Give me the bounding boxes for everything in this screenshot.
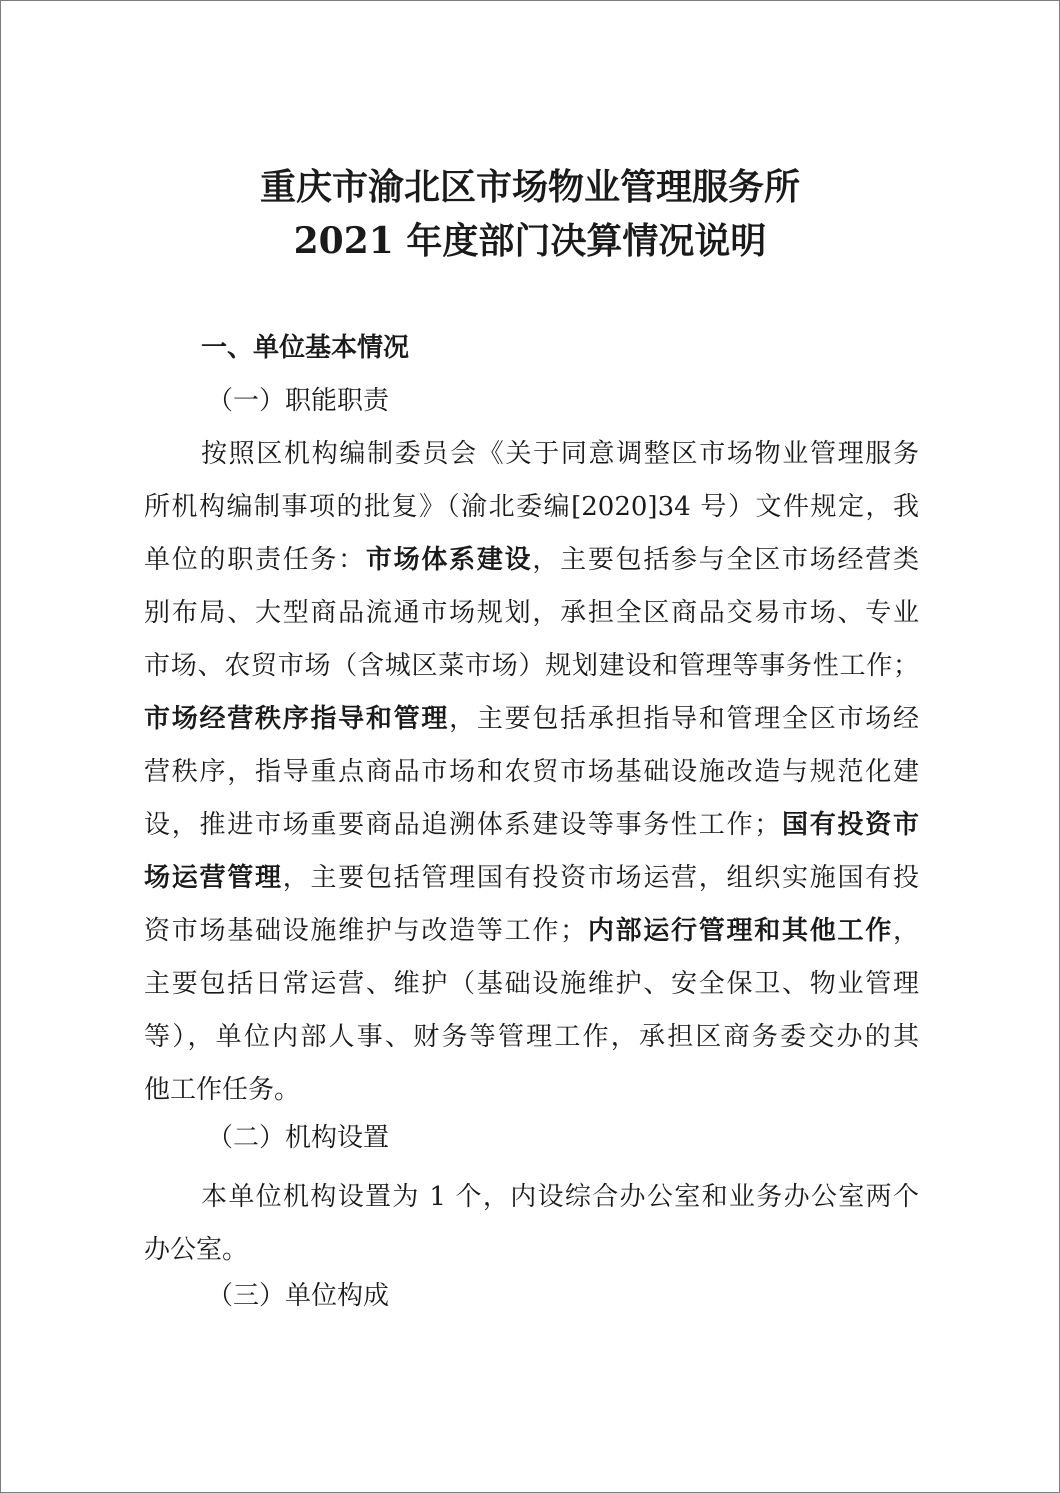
section-heading-basic-info: 一、单位基本情况: [201, 333, 410, 363]
subsection-heading-duties: （一）职能职责: [207, 386, 390, 416]
paragraph-line: 办公室。: [144, 1235, 249, 1265]
paragraph-line: 等），单位内部人事、财务等管理工作，承担区商务委交办的其: [144, 1022, 919, 1052]
subsection-heading-organization: （二）机构设置: [207, 1123, 390, 1153]
paragraph-line: 别布局、大型商品流通市场规划，承担全区商品交易市场、专业: [144, 598, 919, 628]
emphasis-text: 市场体系建设: [365, 545, 533, 575]
paragraph-line: 营秩序，指导重点商品市场和农贸市场基础设施改造与规范化建: [144, 757, 919, 787]
paragraph-line: 资市场基础设施维护与改造等工作；内部运行管理和其他工作，: [144, 916, 919, 946]
paragraph-line: 他工作任务。: [144, 1075, 301, 1105]
paragraph-line: 本单位机构设置为 1 个，内设综合办公室和业务办公室两个: [201, 1182, 919, 1212]
document-title-line-2: 2021 年度部门决算情况说明: [293, 220, 767, 262]
paragraph-organization: [144, 1171, 919, 1277]
paragraph-line: 所机构编制事项的批复》（渝北委编[2020]34 号）文件规定，我: [144, 492, 919, 522]
emphasis-text: 国有投资市: [780, 810, 919, 840]
emphasis-text: 市场经营秩序指导和管理: [144, 704, 450, 734]
paragraph-line: 场运营管理，主要包括管理国有投资市场运营，组织实施国有投: [144, 863, 919, 893]
paragraph-line: 主要包括日常运营、维护（基础设施维护、安全保卫、物业管理: [144, 969, 919, 999]
emphasis-text: 场运营管理: [144, 863, 283, 893]
paragraph-duties: [144, 428, 919, 1117]
paragraph-line: 市场经营秩序指导和管理，主要包括承担指导和管理全区市场经: [144, 704, 919, 734]
paragraph-line: 单位的职责任务：市场体系建设，主要包括参与全区市场经营类: [144, 545, 919, 575]
paragraph-line: 按照区机构编制委员会《关于同意调整区市场物业管理服务: [201, 439, 919, 469]
document-title-line-1: 重庆市渝北区市场物业管理服务所: [259, 166, 800, 208]
paragraph-line: 市场、农贸市场（含城区菜市场）规划建设和管理等事务性工作；: [144, 651, 919, 681]
subsection-heading-composition: （三）单位构成: [207, 1281, 390, 1311]
paragraph-line: 设，推进市场重要商品追溯体系建设等事务性工作；国有投资市: [144, 810, 919, 840]
emphasis-text: 内部运行管理和其他工作: [586, 916, 893, 946]
